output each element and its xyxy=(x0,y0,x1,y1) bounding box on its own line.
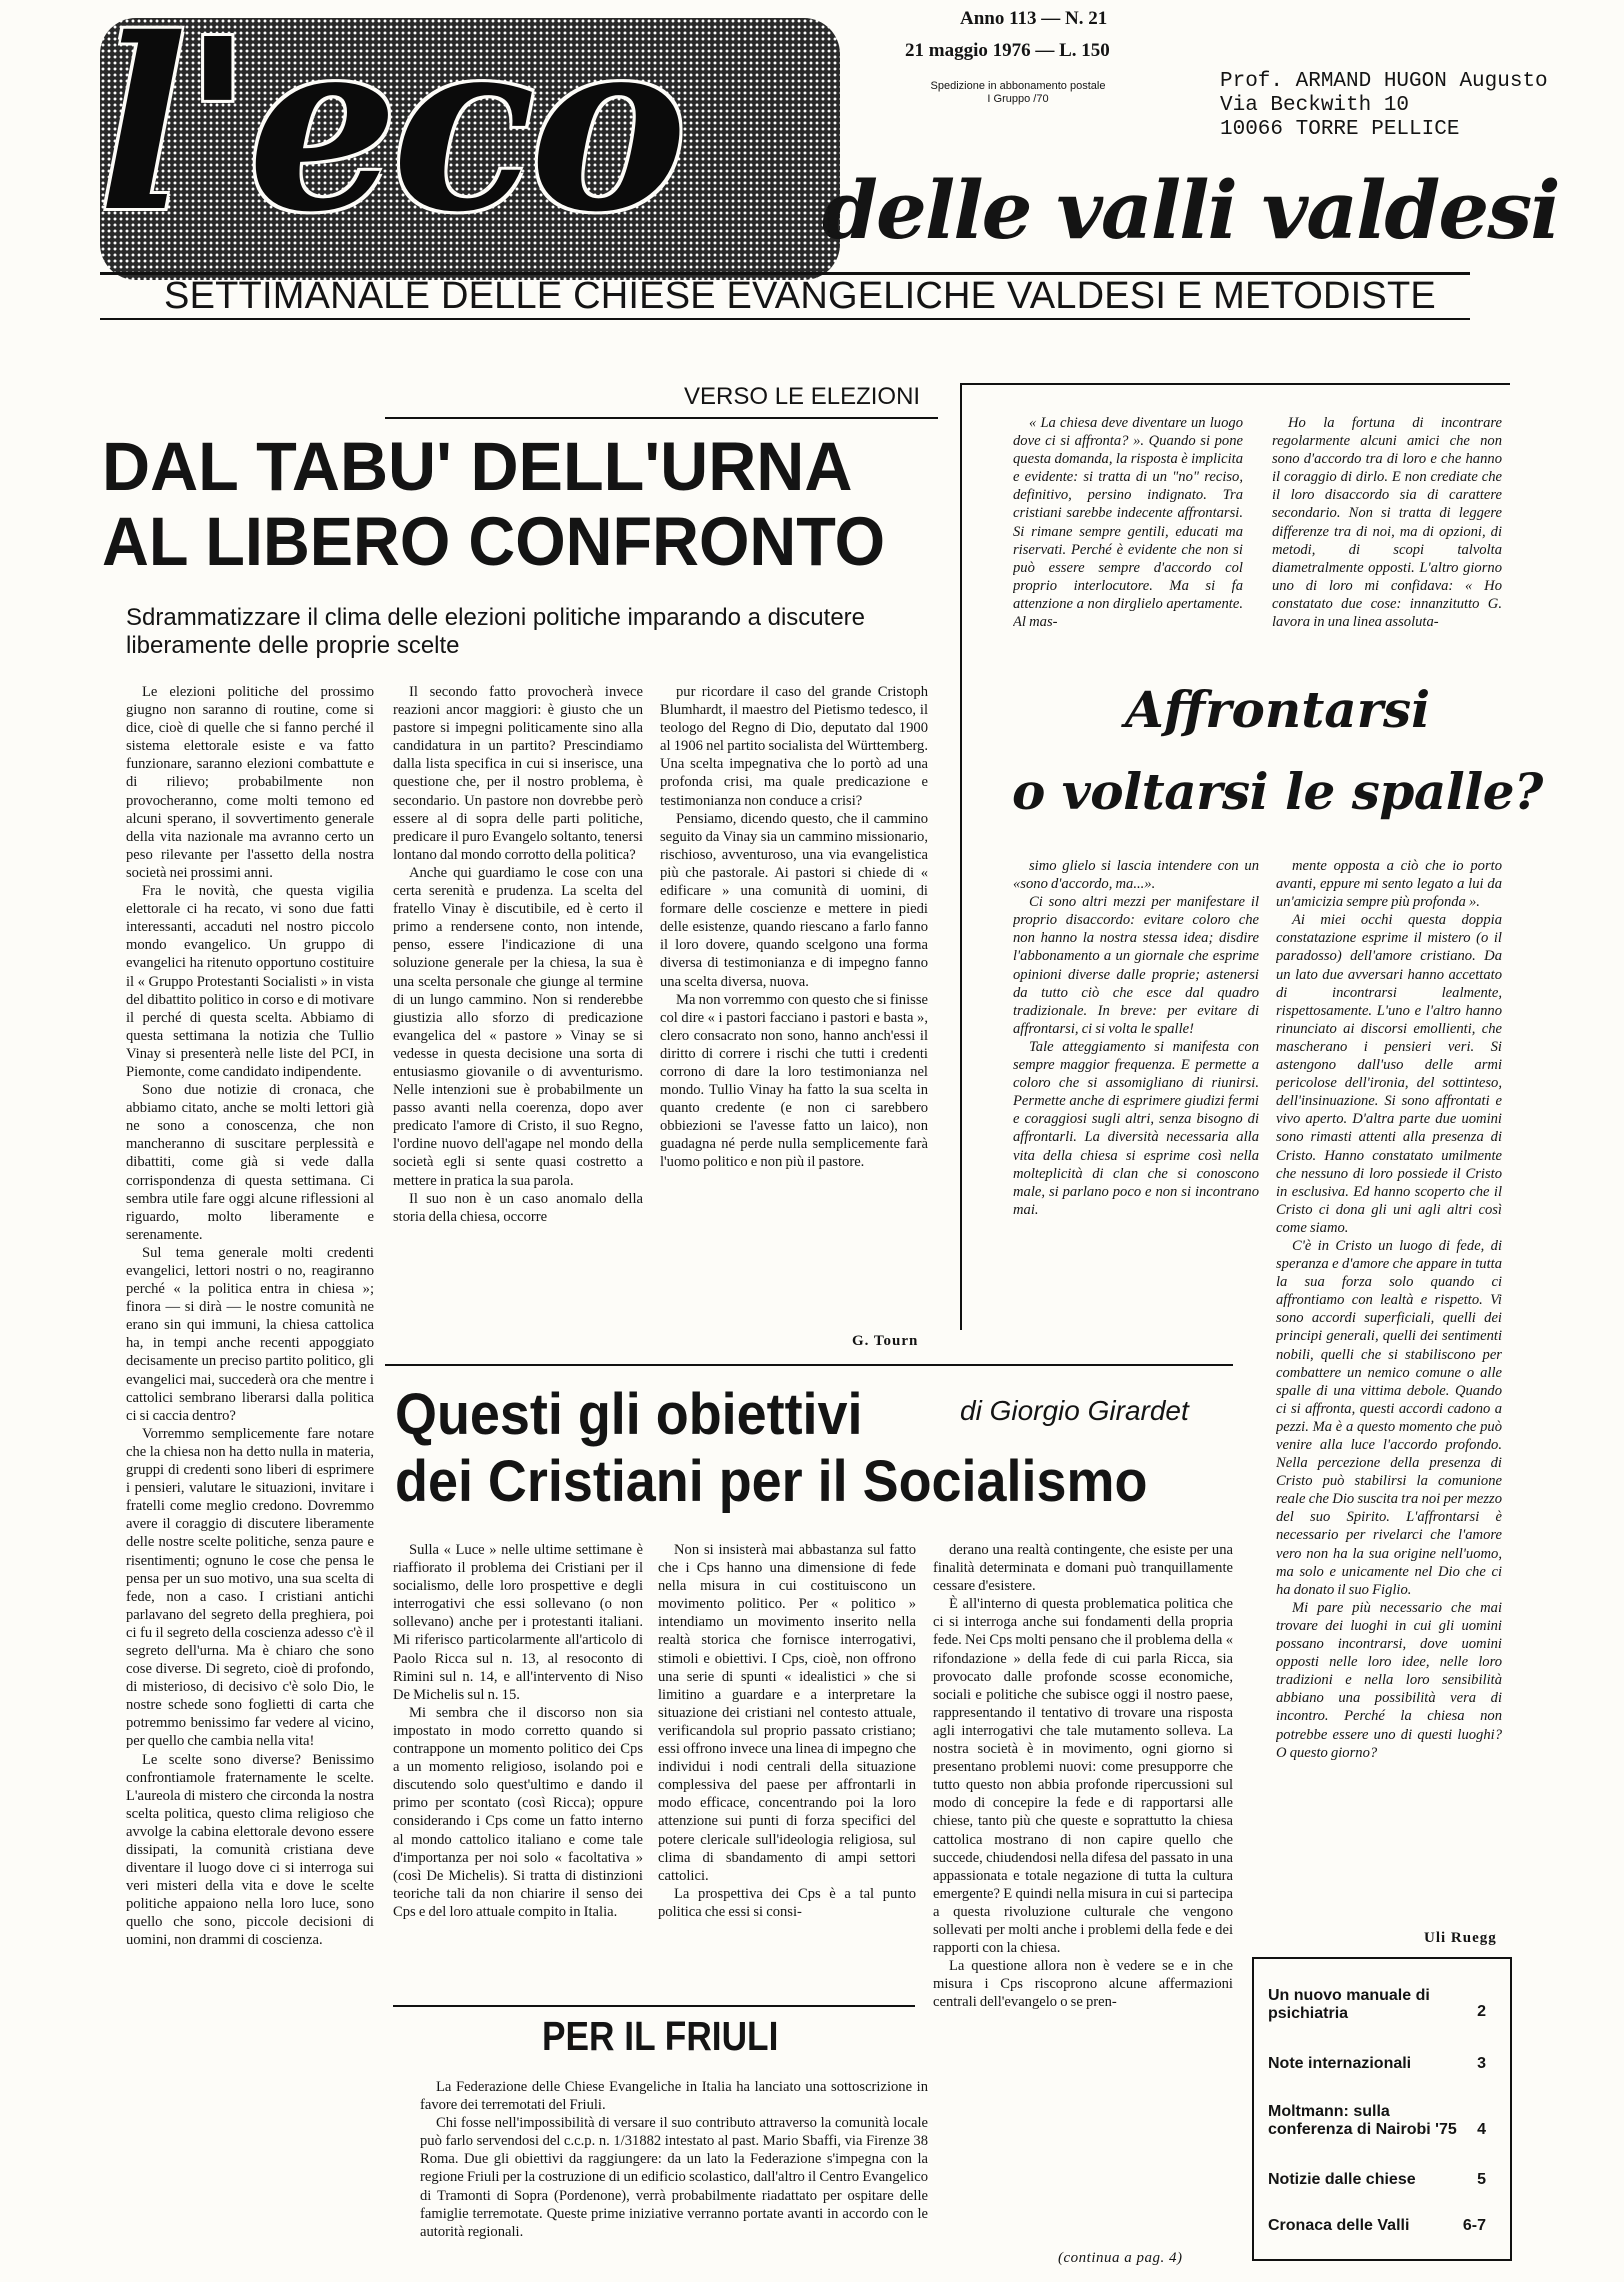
address-line: 10066 TORRE PELLICE xyxy=(1220,118,1460,141)
contents-item-label: Note internazionali xyxy=(1268,2055,1412,2072)
contents-item-label: Notizie dalle chiese xyxy=(1268,2171,1416,2188)
paragraph: Mi sembra che il discorso non sia impostato in modo corretto quando si contrappone un momento politico dei Cps a un momento religioso, isolando poi e discutendo solo quest'ultimo e dando il primo per scontato (così Ricca); oppure considerando i Cps come un fatto interno al mondo cattolico italiano e come tale d'importanza per noi solo « facoltativa » (così De Michelis). Si tratta di distinzioni teoriche tali da non chiarire il senso dei Cps e del loro attuale compito in Italia. xyxy=(393,1704,643,1920)
contents-item-page: 5 xyxy=(1477,2171,1486,2188)
paragraph: La prospettiva dei Cps è a tal punto politica che essi si consi- xyxy=(658,1885,916,1920)
paragraph: Non si insisterà mai abbastanza sul fatto che i Cps hanno una dimensione di fede nella misura in cui costituiscono un movimento politico. Per « politico » intendiamo un movimento inserito nella realtà storica che fornisce interrogativi, stimoli e obiettivi. I Cps, cioè, non offrono una serie di spunti « idealistici » che si limitino a guardare e a interpretare la situazione dei cristiani nel contesto attuale, verificandola sul proprio passato cristiano; essi offrono invece una linea di impegno che individui i nodi centrali della situazione complessiva del paese per affrontarli in modo efficace, concentrando poi la loro attenzione sui punti di forza specifici del potere clericale sull'ideologia religiosa, sul clima di sbandamento di ampi settori cattolici. xyxy=(658,1542,916,1884)
paragraph: Ai miei occhi questa doppia constatazione esprime il mistero (o il paradosso) dell'amore cristiano. Da un lato due avversari hanno accettato di incontrarsi lealmente, rispettosamente. L'uno e l'altro hanno rinunciato ai discorsi emollienti, che mascherano i pensieri veri. Si astengono dall'uso delle armi pericolose dell'ironia, del sottinteso, dell'insinuazione. Si sono affrontati e vivo aperto. D'altra parte due uomini sono rimasti attenti alla presenza di Cristo. Hanno constatato umilmente che nessuno di loro possiede il Cristo in esclusiva. Ed hanno scoperto che il Cristo ci dona gli uni agli altri così come siamo. xyxy=(1276,912,1502,1236)
article1-column-1 xyxy=(126,683,374,2275)
contents-item[interactable] xyxy=(1268,1987,1486,2023)
paragraph: Anche qui guardiamo le cose con una certa serenità e prudenza. La scelta del fratello Vinay è discutibile, ed è certo il primo a rendersene conto, non intende, penso, essere l'indicazione di una soluzione generale per la chiesa, la sua è una scelta personale che giunge al termine di un lungo cammino. Non si renderebbe giustizia allo sforzo di predicazione evangelica del « pastore » Vinay se si vedesse in questa decisione una sorta di entusiasmo giovanile o di avventurismo. Nelle intenzioni sue è probabilmente un passo avanti nella coerenza, dopo aver predicato l'amore di Cristo, il suo Regno, l'ordine nuovo dell'agape nel mondo della società egli si sente quasi costretto a mettere in pratica la sua parola. xyxy=(393,864,643,1189)
paragraph: Ho la fortuna di incontrare regolarmente alcuni amici che non sono d'accordo tra di loro e che hanno il coraggio di dirlo. E non crediate che il loro disaccordo sia di carattere secondario. Non si tratta di leggere differenze tra di noi, ma di opzioni, di metodi, di scopi talvolta diametralmente opposti. L'altro giorno uno di loro mi confidava: « Ho constatato due cose: innanzitutto G. lavora in una linea assoluta- xyxy=(1272,415,1502,631)
article2-title-line1: Affrontarsi xyxy=(1125,680,1431,739)
article3-byline: di Giorgio Girardet xyxy=(960,1395,1189,1426)
paragraph: Vorremmo semplicemente fare notare che la chiesa non ha detto nulla in materia, gruppi di credenti sono liberi di esprimere i pensieri, valutare le situazioni, invitare i fratelli come meglio credono. Dovremmo avere il coraggio di discutere liberamente delle nostre scelte politiche, senza paure e risentimenti; ognuno le cose che pensa le pensa per un suo motivo, una sua scelta di fede, non a caso. I cristiani antichi parlavano del segreto della preghiera, poi ci fu il segreto della coscienza adesso c'è il segreto dell'urna. Ma è chiaro che sono cose diverse. Di segreto, cioè di profondo, di misterioso, di decisivo c'è solo Dio, le nostre schede sono foglietti di carta che potremmo benissimo far vedere al vicino, per quello che cambia nella vita! xyxy=(126,1425,374,1750)
postal-line-2: I Gruppo /70 xyxy=(987,93,1049,105)
contents-item-label: Un nuovo manuale di psichiatria xyxy=(1268,1987,1430,2022)
article3-column-2 xyxy=(658,1541,916,1991)
friuli-title: PER IL FRIULI xyxy=(542,2013,779,2059)
article3-top-rule xyxy=(385,1364,1233,1366)
paragraph: È all'interno di questa problematica politica che ci si interroga anche sui fondamenti della propria fede. Nei Cps molti pensano che il problema della « rifondazione » della fede di cui parla Ricca, sia provocato dalle profonde scosse economiche, sociali e politiche che subisce oggi il nostro paese, rappresentando il tentativo di trovare una risposta agli interrogativi che tale mutamento solleva. La nostra società è in movimento, ogni giorno si presentano problemi nuovi: come presupporre che tutto questo non abbia profonde ripercussioni sul modo di concepire la fede e di rapportarsi alle chiese, tanto più che queste e soprattutto la chiesa cattolica mostrano di non capire quello che succede, chiudendosi nella difesa del passato in una appassionata e totale negazione di tutta la cultura emergente? E quindi nella misura in cui si partecipa a questa rivoluzione culturale che vengono sollevati per molti anche i problemi della fede e dei rapporti con la chiesa. xyxy=(933,1596,1233,1957)
contents-box xyxy=(1252,1957,1512,2261)
friuli-top-rule xyxy=(393,2005,915,2007)
paragraph: Ci sono altri mezzi per manifestare il proprio disaccordo: evitare coloro che non hanno la nostra stessa idea; disdire l'abbonamento a un giornale che esprime opinioni diverse dalle proprie; astenersi da tutto ciò che esce dal quadro tradizionale. In breve: per evitare di affrontarsi, ci si volta le spalle! xyxy=(1013,894,1259,1037)
paragraph: C'è in Cristo un luogo di fede, di speranza e d'amore che appare in tutta la sua forza solo quando ci affrontiamo con lealtà e rispetto. Vi sono accordi superficiali, quelli dei principi generali, quelli dei sentimenti nobili, quelli che si stabiliscono per combattere un nemico comune o alle spalle di una vittima debole. Quando ci si affronta, questi accordi cadono a pezzi. Ma è a questo momento che può venire alla luce l'accordo profondo. Nella percezione della presenza di Cristo può stabilirsi la comunione reale che Dio suscita tra noi per mezzo del suo Spirito. L'affrontarsi è necessario per rivelarci che l'amore vero non ha la sua origine nell'uomo, ma solo e unicamente nel Dio che ci ha donato il suo Figlio. xyxy=(1276,1237,1502,1598)
subscriber-address xyxy=(1220,70,1548,142)
paragraph: mente opposta a ciò che io porto avanti, eppure mi sento legato a lui da un'amicizia sempre più profonda ». xyxy=(1276,858,1502,911)
article3-title-line1: Questi gli obiettivi xyxy=(395,1382,863,1447)
article1-title-line2: AL LIBERO CONFRONTO xyxy=(102,503,886,580)
article1-author: G. Tourn xyxy=(852,1333,919,1349)
masthead-subtitle: delle valli valdesi xyxy=(822,163,1559,257)
paragraph: Sul tema generale molti credenti evangelici, lettori nostri o no, reagiranno perché « la politica entra in chiesa »; finora — si dirà — le nostre comunità ne erano sin qui immuni, la chiesa cattolica ha, in tempi anche recenti appoggiato decisamente un preciso partito politico, gli evangelici mai, succederà ora che mentre i cattolici sembrano liberarsi dalla politica ci si caccia dentro? xyxy=(126,1244,374,1424)
article2-frame-left xyxy=(960,383,962,1330)
paragraph: Fra le novità, che questa vigilia elettorale ci ha recato, vi sono due fatti interessanti, accaduti nel nostro piccolo mondo evangelico. Un gruppo di evangelici ha ritenuto opportuno costituire il « Gruppo Protestanti Socialisti » in vista del dibattito politico in corso e di motivare il perché di questa scelta. Abbiamo di questa settimana la notizia che Tullio Vinay si presenterà nelle liste del PCI, in Piemonte, come candidato indipendente. xyxy=(126,883,374,1080)
friuli-body xyxy=(420,2078,928,2268)
contents-item-label: Cronaca delle Valli xyxy=(1268,2217,1410,2234)
contents-item[interactable] xyxy=(1268,2055,1486,2073)
masthead-logo: l'eco xyxy=(98,0,682,264)
article3-column-3 xyxy=(933,1541,1233,2271)
paragraph: Ma non vorremmo con questo che si finisse col dire « i pastori facciano i pastori e basta », clero consacrato non sono, hanno anch'essi il diritto di correre i rischi che tutti i credenti corrono di dare la loro testimonianza nel mondo. Tullio Vinay ha fatto la sua scelta in quanto credente (e non ci sarebbero obbiezioni se l'avesse fatto un laico), non guadagna né perde nulla semplicemente farà l'uomo politico e non più il pastore. xyxy=(660,991,928,1171)
article2-column-a-bottom xyxy=(1013,857,1259,1327)
article1-kicker: VERSO LE ELEZIONI xyxy=(684,383,921,410)
paragraph: Le elezioni politiche del prossimo giugno non saranno di routine, come si dice, cioè di quelle che si fanno perché il sistema elettorale esiste e va fatto funzionare, saranno elezioni combattute e di rilievo; probabilmente non provocheranno, come molti temono ed alcuni sperano, il sovvertimento generale della vita nazionale ma avranno certo un peso rilevante per l'assetto della nostra società nei prossimi anni. xyxy=(126,684,374,881)
article1-column-2 xyxy=(393,683,643,1348)
postal-line-1: Spedizione in abbonamento postale xyxy=(930,80,1106,92)
article2-column-b-bottom xyxy=(1276,857,1502,1935)
masthead-weekly-line: SETTIMANALE DELLE CHIESE EVANGELICHE VALDESI E METODISTE xyxy=(164,275,1436,317)
paragraph: La Federazione delle Chiese Evangeliche in Italia ha lanciato una sottoscrizione in favore dei terremotati del Friuli. xyxy=(420,2079,928,2114)
issue-date: 21 maggio 1976 — L. 150 xyxy=(905,40,1110,61)
paragraph: Sono due notizie di cronaca, che abbiamo citato, anche se molti lettori già ne sono a conoscenza, che non mancheranno di suscitare perplessità e dibattiti, come già si vede dalla corrispondenza di questa settimana. Ci sembra utile fare oggi alcune riflessioni al riguardo, molto liberamente e serenamente. xyxy=(126,1082,374,1243)
contents-list xyxy=(1268,1959,1486,2259)
contents-item[interactable] xyxy=(1268,2103,1486,2139)
paragraph: La questione allora non è vedere se e in che misura i Cps riscoprono alcune affermazioni centrali dell'evangelo o se pren- xyxy=(933,1958,1233,2011)
contents-item-page: 4 xyxy=(1477,2121,1486,2138)
postal-note xyxy=(898,80,1138,106)
paragraph: Mi pare più necessario che mai trovare dei luoghi in cui gli uomini possano incontrarsi, dove uomini opposti nelle loro idee, nelle loro tradizioni e nella loro sensibilità abbiano una possibilità vera di incontro. Perché la chiesa non potrebbe essere uno di questi luoghi? O questo giorno? xyxy=(1276,1599,1502,1761)
contents-item-page: 6-7 xyxy=(1462,2217,1486,2234)
contents-item-label: Moltmann: sulla conferenza di Nairobi '75 xyxy=(1268,2103,1457,2138)
article1-title-line1: DAL TABU' DELL'URNA xyxy=(102,428,853,505)
article3-column-1 xyxy=(393,1541,643,1995)
contents-item[interactable] xyxy=(1268,2217,1486,2235)
article2-title-line2: o voltarsi le spalle? xyxy=(1012,762,1543,821)
article2-author: Uli Ruegg xyxy=(1424,1930,1497,1946)
article1-subtitle: Sdrammatizzare il clima delle elezioni politiche imparando a discutere liberamente delle proprie scelte xyxy=(126,604,866,659)
paragraph: Pensiamo, dicendo questo, che il cammino seguito da Vinay sia un cammino missionario, rischioso, avventuroso, una via evangelistica più che pastorale. Ai pastori si chiede di « edificare » una comunità di uomini, di formare delle coscienze e mettere in piedi delle esistenze, quando riescano a farlo fanno il loro dovere, quando scelgono una forma diversa di testimonianza e di impegno fanno una scelta diversa, nuova. xyxy=(660,810,928,990)
paragraph: Il suo non è un caso anomalo della storia della chiesa, occorre xyxy=(393,1190,643,1225)
address-line: Prof. ARMAND HUGON Augusto xyxy=(1220,70,1548,93)
paragraph: Chi fosse nell'impossibilità di versare il suo contributo attraverso la comunità locale può farlo servendosi del c.c.p. n. 1/31882 intestato al past. Mario Sbaffi, via Firenze 38 Roma. Due gli obiettivi da raggiungere: da un lato la Federazione s'impegna con la regione Friuli per la costruzione di un edificio scolastico, dall'altro il Centro Evangelico di Tramonti di Sopra (Pordenone), verrà probabilmente riadattato per ospitare delle famiglie terremotate. Queste prime iniziative verranno portate avanti in accordo con le autorità regionali. xyxy=(420,2115,928,2240)
contents-item-page: 2 xyxy=(1477,2003,1486,2020)
article3-title-line2: dei Cristiani per il Socialismo xyxy=(395,1449,1148,1514)
article2-column-a-top xyxy=(1013,414,1243,680)
contents-item-page: 3 xyxy=(1477,2055,1486,2072)
paragraph: derano una realtà contingente, che esiste per una finalità determinata e domani può tranquillamente cessare d'esistere. xyxy=(933,1542,1233,1595)
address-line: Via Beckwith 10 xyxy=(1220,94,1410,117)
article2-frame-top xyxy=(960,383,1510,385)
issue-number: Anno 113 — N. 21 xyxy=(960,8,1108,29)
paragraph: Il secondo fatto provocherà invece reazioni ancor maggiori: è giusto che un pastore si impegni politicamente sino alla candidatura in un partito? Prescindiamo dalla lista specifica in cui si inserisce, una questione che, per il nostro problema, è secondario. Un pastore non dovrebbe però essere al di sopra delle parti politiche, predicare il puro Evangelo soltanto, tenersi lontano dal mondo corrotto della politica? xyxy=(393,684,643,863)
paragraph: Sulla « Luce » nelle ultime settimane è riaffiorato il problema dei Cristiani per il socialismo, delle loro prospettive e degli interrogativi che essi sollevano (o non sollevano) anche per i protestanti italiani. Mi riferisco particolarmente all'articolo di Paolo Ricca sul n. 13, al resoconto di Rimini sul n. 14, e all'intervento di Niso De Michelis sul n. 15. xyxy=(393,1542,643,1703)
article1-column-3 xyxy=(660,683,928,1331)
paragraph: Le scelte sono diverse? Benissimo confrontiamole fraternamente le scelte. L'aureola di mistero che circonda la nostra scelta politica, questo clima religioso che avvolge la cabina elettorale devono essere dissipati, la comunità cristiana deve diventare il luogo dove ci si interroga sui veri misteri della vita e dove le scelte politiche appaiono nella loro luce, sono quello che sono, piccole decisioni di uomini, non drammi di coscienza. xyxy=(126,1751,374,1949)
article3-continued: (continua a pag. 4) xyxy=(1058,2250,1183,2266)
masthead-rule-bottom xyxy=(100,318,1470,320)
paragraph: Tale atteggiamento si manifesta con sempre maggior frequenza. E permette a coloro che si assomigliano di riunirsi. Permette anche di esprimere giudizi fermi e coraggiosi sugli altri, senza bisogno di affrontarli. La diversità necessaria alla vita della chiesa si esprime così nella molteplicità di clan che si conoscono male, si parlano poco e non si incontrano mai. xyxy=(1013,1038,1259,1218)
article1-kicker-rule xyxy=(385,417,938,419)
contents-item[interactable] xyxy=(1268,2171,1486,2189)
paragraph: « La chiesa deve diventare un luogo dove ci si affronta? ». Quando si pone questa domanda, la risposta è implicita e evidente: si tratta di un "no" reciso, definitivo, persino indignato. Tra cristiani sarebbe indecente affrontarsi. Si rimane sempre gentili, educati ma riservati. Perché è evidente che non si può essere sempre d'accordo col proprio interlocutore. Ma si fa attenzione a non dirglielo apertamente. Al mas- xyxy=(1013,415,1243,631)
paragraph: pur ricordare il caso del grande Cristoph Blumhardt, il maestro del Pietismo tedesco, il teologo del Regno di Dio, deputato dal 1900 al 1906 nel partito socialista del Württemberg. Una scelta impegnativa che lo portò ad una profonda crisi, ma quale predicazione e testimonianza non conduce a crisi? xyxy=(660,684,928,809)
paragraph: simo glielo si lascia intendere con un «sono d'accordo, ma...». xyxy=(1013,858,1259,893)
article2-column-b-top xyxy=(1272,414,1502,680)
